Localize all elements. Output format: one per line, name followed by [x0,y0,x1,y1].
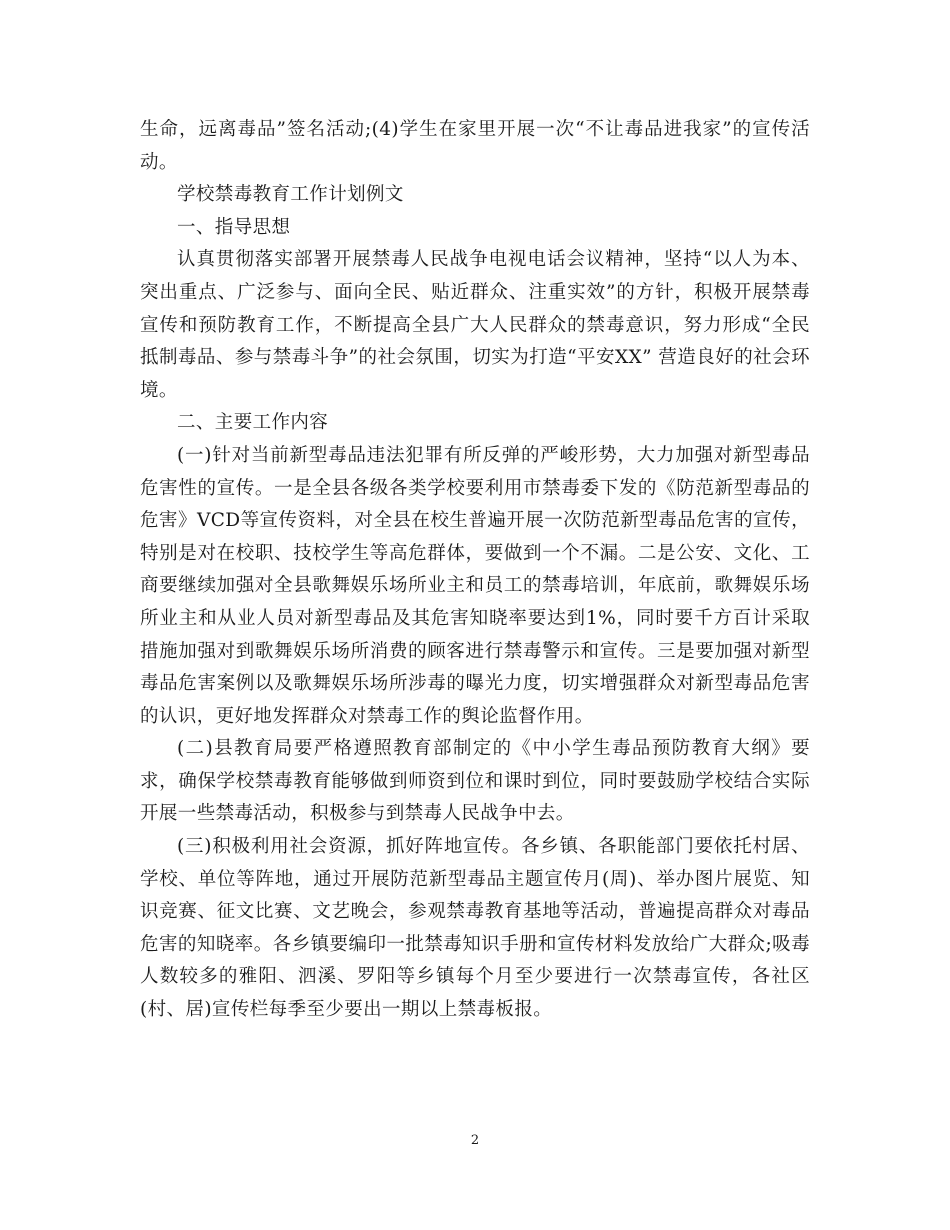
paragraph-guiding-ideology: 认真贯彻落实部署开展禁毒人民战争电视电话会议精神，坚持“以人为本、突出重点、广泛参与、面向全民、贴近群众、注重实效”的方针，积极开展禁毒宣传和预防教育工作，不断提高全县广大人民群众的禁毒意识，努力形成“全民抵制毒品、参与禁毒斗争”的社会氛围，切实为打造“平安XX” 营造良好的社会环境。 [140,249,810,401]
page-number: 2 [470,1133,480,1148]
heading-guiding-ideology: 一、指导思想 [177,216,291,238]
paragraph-item-2: (二)县教育局要严格遵照教育部制定的《中小学生毒品预防教育大纲》要求，确保学校禁毒教育能够做到师资到位和课时到位，同时要鼓励学校结合实际开展一些禁毒活动，积极参与到禁毒人民战争中去。 [140,738,810,825]
paragraph-item-3: (三)积极利用社会资源，抓好阵地宣传。各乡镇、各职能部门要依托村居、学校、单位等阵地，通过开展防范新型毒品主题宣传月(周)、举办图片展览、知识竞赛、征文比赛、文艺晚会，参观禁毒教育基地等活动，普遍提高群众对毒品危害的知晓率。各乡镇要编印一批禁毒知识手册和宣传材料发放给广大群众;吸毒人数较多的雅阳、泗溪、罗阳等乡镇每个月至少要进行一次禁毒宣传，各社区(村、居)宣传栏每季至少要出一期以上禁毒板报。 [140,836,810,1021]
paragraph-item-1: (一)针对当前新型毒品违法犯罪有所反弹的严峻形势，大力加强对新型毒品危害性的宣传。一是全县各级各类学校要利用市禁毒委下发的《防范新型毒品的危害》VCD等宣传资料，对全县在校生普遍开展一次防范新型毒品危害的宣传，特别是对在校职、技校学生等高危群体，要做到一个不漏。二是公安、文化、工商要继续加强对全县歌舞娱乐场所业主和员工的禁毒培训，年底前，歌舞娱乐场所业主和从业人员对新型毒品及其危害知晓率要达到1%，同时要千方百计采取措施加强对到歌舞娱乐场所消费的顾客进行禁毒警示和宣传。三是要加强对新型毒品危害案例以及歌舞娱乐场所涉毒的曝光力度，切实增强群众对新型毒品危害的认识，更好地发挥群众对禁毒工作的舆论监督作用。 [140,444,810,727]
section-title: 学校禁毒教育工作计划例文 [177,184,404,206]
paragraph-continuation: 生命，远离毒品”签名活动;(4)学生在家里开展一次“不让毒品进我家”的宣传活动。 [140,119,810,173]
heading-main-work: 二、主要工作内容 [177,412,329,434]
document-body [140,114,810,1027]
